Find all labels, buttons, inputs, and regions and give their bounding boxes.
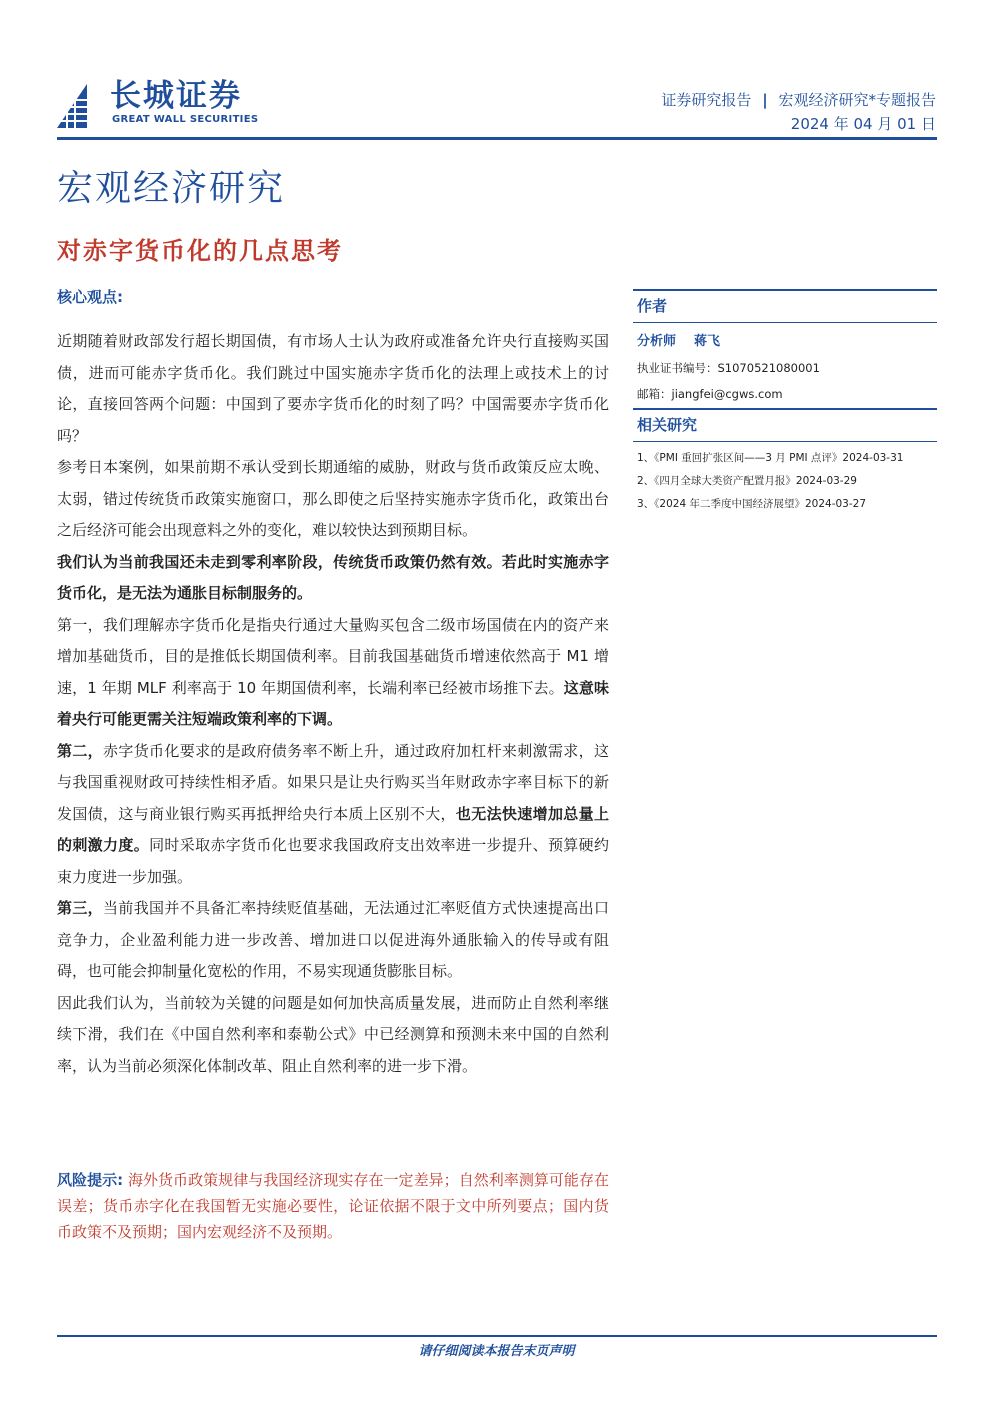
paragraph-4-text: 第一，我们理解赤字货币化是指央行通过大量购买包含二级市场国债在内的资产来增加基础货币，目的是推低长期国债利率。目前我国基础货币增速依然高于 M1 增速，1 年期 MLF 利率高于 10 年期国债利率，长端利率已经被市场推下去。 xyxy=(57,615,609,697)
analyst-name: 蒋飞 xyxy=(694,334,721,349)
analyst-row xyxy=(633,323,937,355)
analyst-email: 邮箱：jiangfei@cgws.com xyxy=(637,387,783,401)
author-heading: 作者 xyxy=(633,289,937,323)
paragraph-7: 因此我们认为，当前较为关键的问题是如何加快高质量发展，进而防止自然利率继续下滑，我们在《中国自然利率和泰勒公式》中已经测算和预测未来中国的自然利率，认为当前必须深化体制改革、阻止自然利率的进一步下滑。 xyxy=(57,993,609,1075)
author-panel xyxy=(633,289,937,407)
page-title: 对赤字货币化的几点思考 xyxy=(57,236,343,265)
paragraph-6-lead: 第三， xyxy=(57,899,104,917)
paragraph-4-emphasis: 这意味着央行可能更需关注短端政策利率的下调。 xyxy=(57,678,609,728)
paragraph-5-text: 赤字货币化要求的是政府债务率不断上升，通过政府加杠杆来刺激需求，这与我国重视财政可持续性相矛盾。如果只是让央行购买当年财政赤字率目标下的新发国债，这与商业银行购买再抵押给央行本质上区别不大， xyxy=(57,741,609,823)
related-heading: 相关研究 xyxy=(633,408,937,442)
report-type: 证券研究报告 xyxy=(661,91,752,109)
logo-text-cn: 长城证券 xyxy=(110,78,242,114)
analyst-label: 分析师 xyxy=(637,334,677,349)
paragraph-4 xyxy=(57,610,609,736)
paragraph-5-lead: 第二， xyxy=(57,741,104,760)
risk-warning xyxy=(57,1167,609,1245)
paragraph-6 xyxy=(57,893,609,988)
header-rule xyxy=(57,137,937,140)
related-item[interactable]: 3、《2024 年二季度中国经济展望》2024-03-27 xyxy=(637,498,867,510)
paragraph-1: 近期随着财政部发行超长期国债，有市场人士认为政府或准备允许央行直接购买国债，进而可能赤字货币化。我们跳过中国实施赤字货币化的法理上或技术上的讨论，直接回答两个问题：中国到了要赤字货币化的时刻了吗？中国需要赤字货币化吗？ xyxy=(57,332,609,445)
core-views-label: 核心观点: xyxy=(57,288,123,306)
footer-rule xyxy=(57,1335,937,1337)
paragraph-3 xyxy=(57,547,609,610)
paragraph-6-text: 当前我国并不具备汇率持续贬值基础，无法通过汇率贬值方式快速提高出口竞争力，企业盈利能力进一步改善、增加进口以促进海外通胀输入的传导或有阻碍，也可能会抑制量化宽松的作用，不易实现通货膨胀目标。 xyxy=(57,899,609,980)
cert-number: 执业证书编号：S1070521080001 xyxy=(637,361,820,375)
paragraph-2: 参考日本案例，如果前期不承认受到长期通缩的威胁，财政与货币政策反应太晚、太弱，错过传统货币政策实施窗口，那么即使之后坚持实施赤字货币化，政策出台之后经济可能会出现意料之外的变化，难以较快达到预期目标。 xyxy=(57,458,609,539)
risk-text: 海外货币政策规律与我国经济现实存在一定差异；自然利率测算可能存在误差；货币赤字化在我国暂无实施必要性，论证依据不限于文中所列要点；国内货币政策不及预期；国内宏观经济不及预期。 xyxy=(57,1171,609,1241)
logo-text-en: GREAT WALL SECURITIES xyxy=(112,114,259,125)
related-item[interactable]: 2、《四月全球大类资产配置月报》2024-03-29 xyxy=(637,475,857,487)
footer-disclaimer: 请仔细阅读本报告末页声明 xyxy=(418,1344,575,1359)
related-item[interactable]: 1、《PMI 重回扩张区间——3 月 PMI 点评》2024-03-31 xyxy=(637,452,904,464)
paragraph-5 xyxy=(57,736,609,894)
separator: | xyxy=(762,91,768,109)
paragraph-5-tail: 同时采取赤字货币化也要求我国政府支出效率进一步提升、预算硬约束力度进一步加强。 xyxy=(57,836,609,886)
report-date: 2024 年 04 月 01 日 xyxy=(790,115,936,133)
risk-label: 风险提示: xyxy=(57,1171,124,1189)
report-category: 宏观经济研究*专题报告 xyxy=(778,91,936,109)
logo-mark-icon xyxy=(57,80,107,130)
related-research-panel xyxy=(633,408,937,516)
related-list xyxy=(633,442,937,516)
main-body xyxy=(57,326,609,1082)
key-conclusion: 我们认为当前我国还未走到零利率阶段，传统货币政策仍然有效。若此时实施赤字货币化，是无法为通胀目标制服务的。 xyxy=(57,552,609,602)
section-title: 宏观经济研究 xyxy=(57,168,286,209)
report-meta xyxy=(661,88,936,136)
paragraph-5-emphasis: 也无法快速增加总量上的刺激力度。 xyxy=(57,804,609,854)
